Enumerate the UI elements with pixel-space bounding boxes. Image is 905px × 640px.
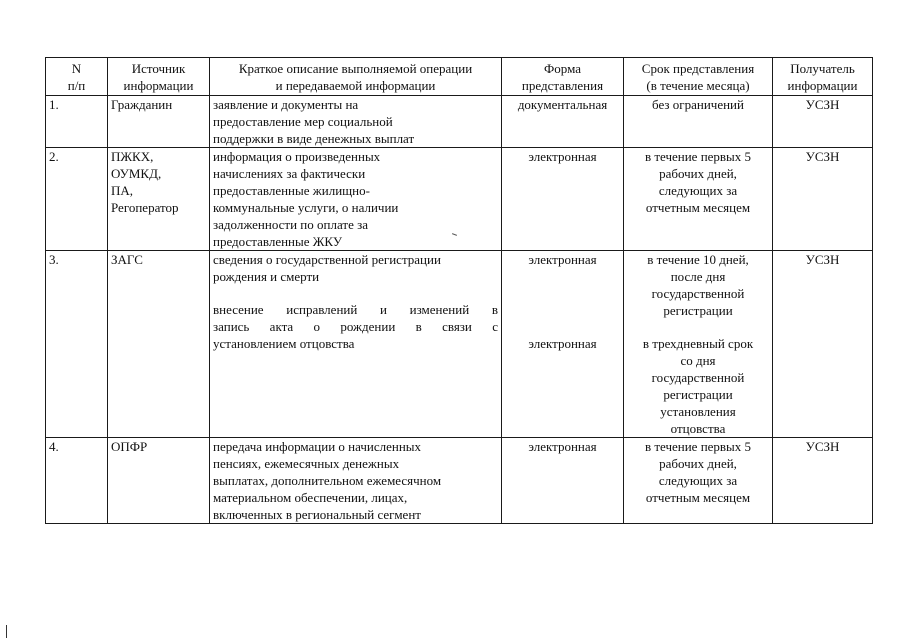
term-line: в течение 10 дней, — [647, 252, 749, 267]
source-line: ПЖКХ, — [111, 149, 154, 164]
form-line: электронная — [528, 252, 597, 267]
description-line: поддержки в виде денежных выплат — [213, 131, 415, 146]
description-cell — [210, 148, 502, 251]
header-recipient-line: информации — [787, 78, 858, 93]
description-line: пенсиях, ежемесячных денежных — [213, 456, 400, 471]
term-line: отцовства — [670, 421, 726, 436]
description-line: выплатах, дополнительном ежемесячном — [213, 473, 442, 488]
header-form-line: представления — [521, 78, 604, 93]
header-num-line: N — [71, 61, 82, 76]
header-source-line: информации — [123, 78, 194, 93]
term-line: в течение первых 5 — [644, 439, 752, 454]
data-exchange-table — [45, 57, 873, 524]
header-term-line: Срок представления — [641, 61, 755, 76]
scan-margin-mark — [6, 625, 7, 638]
term-line: следующих за — [658, 473, 738, 488]
header-description-line: и передаваемой информации — [275, 78, 436, 93]
description-line: материальном обеспечении, лицах, — [213, 490, 408, 505]
term-cell — [624, 96, 773, 148]
description-line: установлением отцовства — [213, 336, 355, 351]
header-source — [108, 58, 210, 96]
term-line: регистрации — [663, 303, 733, 318]
description-cell — [210, 438, 502, 524]
description-line: начислениях за фактически — [213, 166, 366, 181]
source-line: ОПФР — [111, 439, 148, 454]
term-line: отчетным месяцем — [645, 200, 751, 215]
source-line: ОУМКД, — [111, 166, 162, 181]
term-line: после дня — [670, 269, 726, 284]
description-cell — [210, 251, 502, 438]
header-num-line: п/п — [67, 78, 86, 93]
source-line: ЗАГС — [111, 252, 143, 267]
form-cell — [502, 148, 624, 251]
table-row — [46, 96, 873, 148]
header-num — [46, 58, 108, 96]
recipient-cell: УСЗН — [773, 438, 873, 524]
header-form-line: Форма — [544, 61, 581, 76]
term-line: в течение первых 5 — [644, 149, 752, 164]
term-line: без ограничений — [652, 97, 744, 112]
table-row — [46, 251, 873, 438]
term-line: государственной — [651, 370, 745, 385]
description-line: сведения о государственной регистрации — [213, 252, 441, 267]
form-cell — [502, 96, 624, 148]
table-row — [46, 438, 873, 524]
description-line: запись акта о рождении в связи с — [213, 319, 498, 334]
description-cell — [210, 96, 502, 148]
header-form — [502, 58, 624, 96]
term-line: отчетным месяцем — [645, 490, 751, 505]
form-line: электронная — [528, 439, 597, 454]
description-line: коммунальные услуги, о наличии — [213, 200, 399, 215]
source-line: Регоператор — [111, 200, 179, 215]
paragraph-gap — [213, 285, 498, 301]
description-line: предоставленные жилищно- — [213, 183, 370, 198]
source-line: ПА, — [111, 183, 134, 198]
term-line: следующих за — [658, 183, 738, 198]
description-line: передача информации о начисленных — [213, 439, 422, 454]
header-term — [624, 58, 773, 96]
term-cell — [624, 251, 773, 438]
header-term-line: (в течение месяца) — [646, 78, 750, 93]
recipient-cell: УСЗН — [773, 148, 873, 251]
term-line: рабочих дней, — [659, 456, 737, 471]
term-cell — [624, 438, 773, 524]
source-cell — [108, 438, 210, 524]
form-cell — [502, 251, 624, 438]
description-line: заявление и документы на — [213, 97, 359, 112]
term-line: установления — [660, 404, 736, 419]
form-cell — [502, 438, 624, 524]
description-line: включенных в региональный сегмент — [213, 507, 421, 522]
header-recipient — [773, 58, 873, 96]
description-line: предоставление мер социальной — [213, 114, 393, 129]
description-line: предоставленные ЖКУ — [213, 234, 343, 249]
row-number: 1. — [46, 96, 108, 148]
paragraph-gap — [627, 319, 769, 335]
term-cell — [624, 148, 773, 251]
row-number: 4. — [46, 438, 108, 524]
recipient-cell: УСЗН — [773, 251, 873, 438]
recipient-cell: УСЗН — [773, 96, 873, 148]
header-description — [210, 58, 502, 96]
source-cell — [108, 96, 210, 148]
source-line: Гражданин — [111, 97, 173, 112]
row-number: 2. — [46, 148, 108, 251]
term-line: регистрации — [663, 387, 733, 402]
description-line: рождения и смерти — [213, 269, 320, 284]
term-line: государственной — [651, 286, 745, 301]
description-line: информация о произведенных — [213, 149, 381, 164]
header-recipient-line: Получатель — [790, 61, 855, 76]
term-line: со дня — [680, 353, 716, 368]
form-line: электронная — [528, 149, 597, 164]
source-cell — [108, 148, 210, 251]
header-description-line: Краткое описание выполняемой операции — [238, 61, 473, 76]
table-row — [46, 148, 873, 251]
form-line: документальная — [517, 97, 608, 112]
table-header-row — [46, 58, 873, 96]
form-line: электронная — [528, 336, 597, 351]
source-cell — [108, 251, 210, 438]
description-line: задолженности по оплате за — [213, 217, 369, 232]
description-line: внесение исправлений и изменений в — [213, 302, 498, 317]
term-line: рабочих дней, — [659, 166, 737, 181]
row-number: 3. — [46, 251, 108, 438]
header-source-line: Источник — [131, 61, 186, 76]
term-line: в трехдневный срок — [642, 336, 754, 351]
paragraph-gap — [505, 268, 620, 335]
